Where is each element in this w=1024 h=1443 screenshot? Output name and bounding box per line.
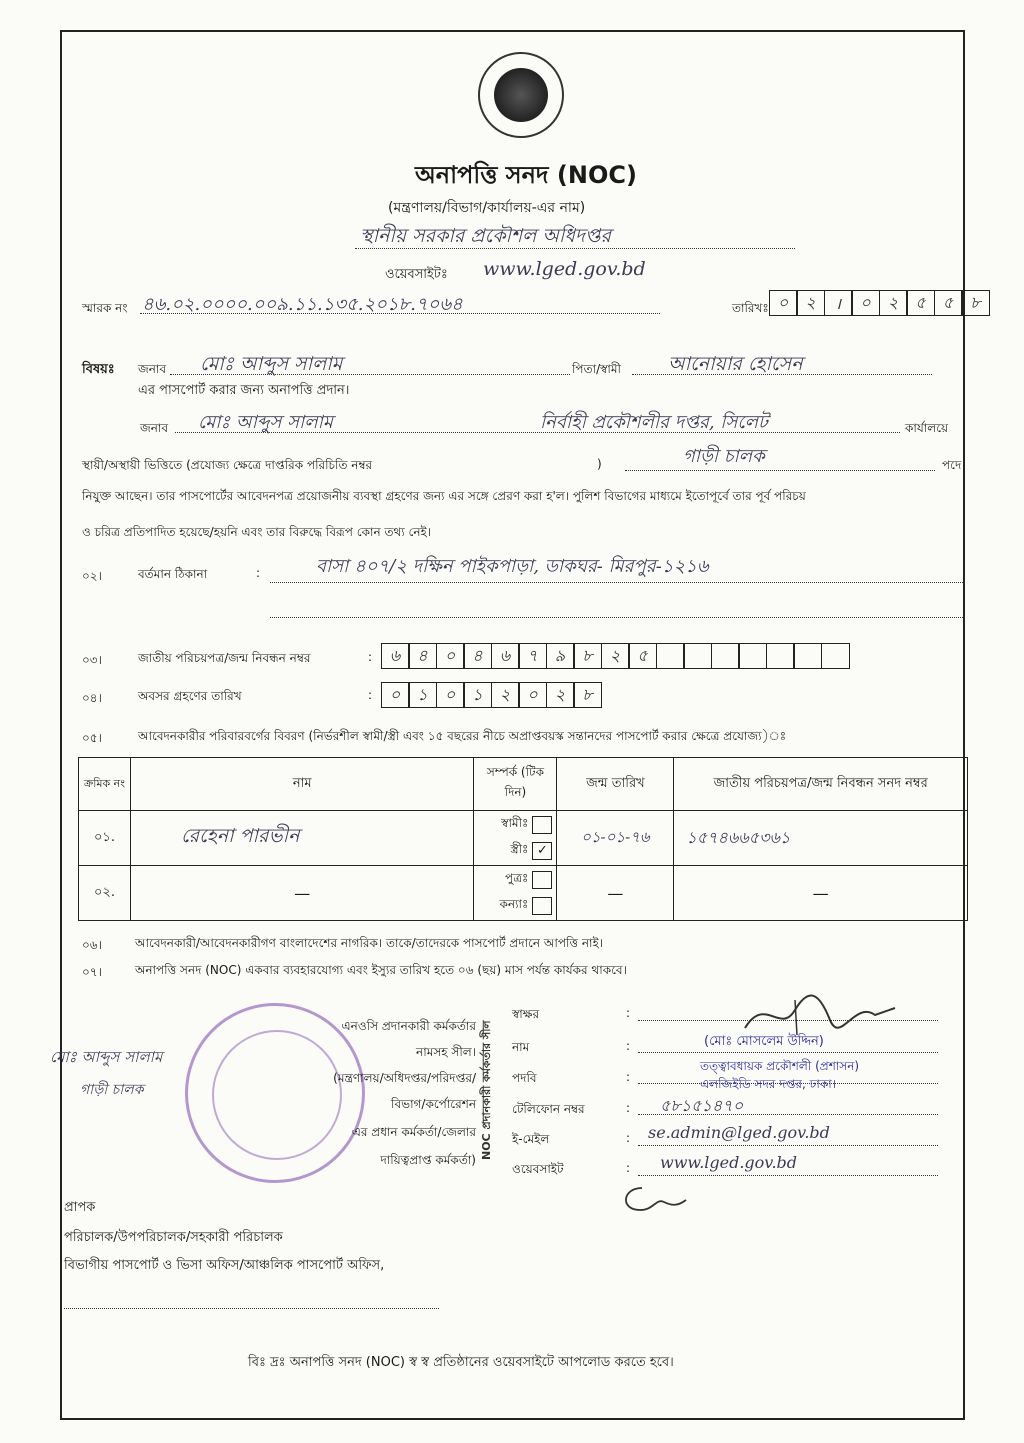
office-suffix: কার্যালয়ে: [905, 421, 949, 435]
retirement-boxes: ০ ১ ০ ১ ২ ০ ২ ৮: [382, 682, 602, 708]
website-label: ওয়েবসাইটঃ: [385, 267, 448, 282]
website-value: www.lged.gov.bd: [483, 258, 646, 280]
recipient-line1: পরিচালক/উপপরিচালক/সহকারী পরিচালক: [64, 1230, 283, 1245]
validity-statement: অনাপত্তি সনদ (NOC) একবার ব্যবহারযোগ্য এবং ইস্যুর তারিখ হতে ০৬ (ছয়) মাস পর্যন্ত কার্যকর থাকবে।: [135, 963, 627, 977]
memo-number: ৪৬.০২.০০০০.০০৯.১১.১৩৫.২০১৮.৭০৬৪: [142, 294, 463, 315]
phone-value: ৫৮১৫১৪৭০: [660, 1096, 744, 1115]
member-nid: ১৫৭৪৬৬৫৩৬১: [674, 811, 968, 866]
recipient-label: প্রাপক: [64, 1200, 96, 1215]
post-suffix: পদে: [942, 458, 962, 472]
relation-cell: পুত্রঃ কন্যাঃ: [474, 866, 557, 921]
family-section-label: আবেদনকারীর পরিবারবর্গের বিবরণ (নির্ভরশীল স্বামী/স্ত্রী এবং ১৫ বছরের নীচে অপ্রাপ্তবয়স্ক সন্তানদের পাসপোর্ট করার ক্ষেত্রে প্রযোজ্য)ঃ: [138, 729, 787, 743]
official-name-value: (মোঃ মোসলেম উদ্দিন): [704, 1034, 824, 1049]
header-serial: ক্রমিক নং: [79, 758, 131, 811]
table-header-row: [79, 758, 968, 811]
member-name: —: [130, 866, 474, 921]
checkbox-daughter[interactable]: [532, 897, 552, 915]
checkbox-husband[interactable]: [532, 816, 552, 834]
citizen-statement: আবেদনকারী/আবেদনকারীগণ বাংলাদেশের নাগরিক। তাকে/তাদেরকে পাসপোর্ট প্রদানে আপত্তি নাই।: [135, 936, 604, 950]
subject-applicant-name: মোঃ আব্দুস সালাম: [200, 353, 343, 375]
table-row: ০১. রেহেনা পারভীন স্বামীঃ স্ত্রীঃ ✓ ০১-০১-৭৬ ১৫৭৪৬৬৫৩৬১: [79, 811, 968, 866]
designation-value: তত্ত্বাবধায়ক প্রকৌশলী (প্রশাসন): [700, 1059, 860, 1073]
website-field-value: www.lged.gov.bd: [660, 1153, 798, 1172]
header-dob: জন্ম তারিখ: [557, 758, 674, 811]
retirement-label: অবসর গ্রহণের তারিখ: [138, 689, 242, 703]
page-subtitle: (মন্ত্রণালয়/বিভাগ/কার্যালয়-এর নাম): [388, 200, 586, 216]
body-line4: ও চরিত্র প্রতিপাদিত হয়েছে/হয়নি এবং তার বিরুদ্ধে বিরূপ কোন তথ্য নেই।: [82, 525, 432, 539]
phone-label: টেলিফোন নম্বর: [512, 1102, 585, 1116]
header-nid: জাতীয় পরিচয়পত্র/জন্ম নিবন্ধন সনদ নম্বর: [674, 758, 968, 811]
nid-label: জাতীয় পরিচয়পত্র/জন্ম নিবন্ধন নম্বর: [138, 651, 311, 665]
body-office: নির্বাহী প্রকৌশলীর দপ্তর, সিলেট: [540, 412, 768, 433]
initials-icon: [612, 1180, 692, 1216]
header-name: নাম: [130, 758, 474, 811]
member-nid: —: [674, 866, 968, 921]
body-line3: নিযুক্ত আছেন। তার পাসপোর্টের আবেদনপত্র প্রয়োজনীয় ব্যবস্থা গ্রহণের জন্য এর সঙ্গে প্রেরণ করা হ'ল। পুলিশ বিভাগের মাধ্যমে ইতোপূর্বে তার পূর্ব পরিচয়: [82, 489, 806, 503]
recipient-line2: বিভাগীয় পাসপোর্ট ও ভিসা অফিস/আঞ্চলিক পাসপোর্ট অফিস,: [64, 1258, 385, 1273]
email-value: se.admin@lged.gov.bd: [648, 1123, 830, 1142]
subject-line2: এর পাসপোর্ট করার জন্য অনাপত্তি প্রদান।: [138, 383, 350, 398]
checkbox-son[interactable]: [532, 871, 552, 889]
subject-janab: জনাব: [138, 362, 167, 376]
office-stamp-icon: [185, 1003, 365, 1183]
body-name: মোঃ আব্দুস সালাম: [198, 412, 333, 433]
handwritten-name-note: মোঃ আব্দুস সালাম: [50, 1048, 163, 1066]
basis-text: স্থায়ী/অস্থায়ী ভিত্তিতে (প্রযোজ্য ক্ষেত্রে দাপ্তরিক পরিচিতি নম্বর: [82, 458, 373, 472]
office-name: স্থানীয় সরকার প্রকৌশল অধিদপ্তর: [360, 225, 611, 247]
body-janab: জনাব: [140, 421, 169, 435]
member-dob: —: [557, 866, 674, 921]
memo-label: স্মারক নং: [82, 301, 128, 315]
post-value: গাড়ী চালক: [683, 446, 765, 467]
relation-cell: স্বামীঃ স্ত্রীঃ ✓: [474, 811, 557, 866]
page-title: অনাপত্তি সনদ (NOC): [415, 161, 637, 189]
father-label: পিতা/স্বামী: [572, 362, 621, 376]
office-line: এলজিইডি সদর দপ্তর, ঢাকা।: [700, 1077, 837, 1091]
subject-label: বিষয়ঃ: [82, 362, 115, 377]
date-boxes: ০ ২ । ০ ২ ৫ ৫ ৮: [770, 290, 990, 316]
signature-label: স্বাক্ষর: [512, 1007, 540, 1021]
member-dob: ০১-০১-৭৬: [557, 811, 674, 866]
table-row: ০২. — পুত্রঃ কন্যাঃ — —: [79, 866, 968, 921]
header-relation: সম্পর্ক (টিক দিন): [474, 758, 557, 811]
date-label: তারিখঃ: [732, 301, 769, 315]
government-seal-icon: [478, 52, 564, 138]
family-table: [78, 757, 968, 921]
handwritten-post-note: গাড়ী চালক: [80, 1082, 144, 1098]
email-label: ই-মেইল: [512, 1132, 550, 1146]
member-name: রেহেনা পারভীন: [130, 811, 474, 866]
checkbox-wife[interactable]: ✓: [532, 842, 552, 860]
footer-note: বিঃ দ্রঃ অনাপত্তি সনদ (NOC) স্ব স্ব প্রতিষ্ঠানের ওয়েবসাইটে আপলোড করতে হবে।: [248, 1355, 674, 1370]
nid-boxes: ৬ ৪ ০ ৪ ৬ ৭ ৯ ৮ ২ ৫: [382, 643, 850, 669]
address-value: বাসা ৪০৭/২ দক্ষিন পাইকপাড়া, ডাকঘর- মিরপুর-১২১৬: [316, 556, 709, 577]
designation-label: পদবি: [512, 1071, 537, 1085]
father-name: আনোয়ার হোসেন: [668, 353, 803, 375]
website-field-label: ওয়েবসাইট: [512, 1162, 564, 1176]
official-name-label: নাম: [512, 1040, 530, 1054]
vertical-seal: NOC প্রদানকারী কর্মকর্তার সীল: [480, 1020, 493, 1160]
address-label: বর্তমান ঠিকানা: [138, 567, 208, 581]
